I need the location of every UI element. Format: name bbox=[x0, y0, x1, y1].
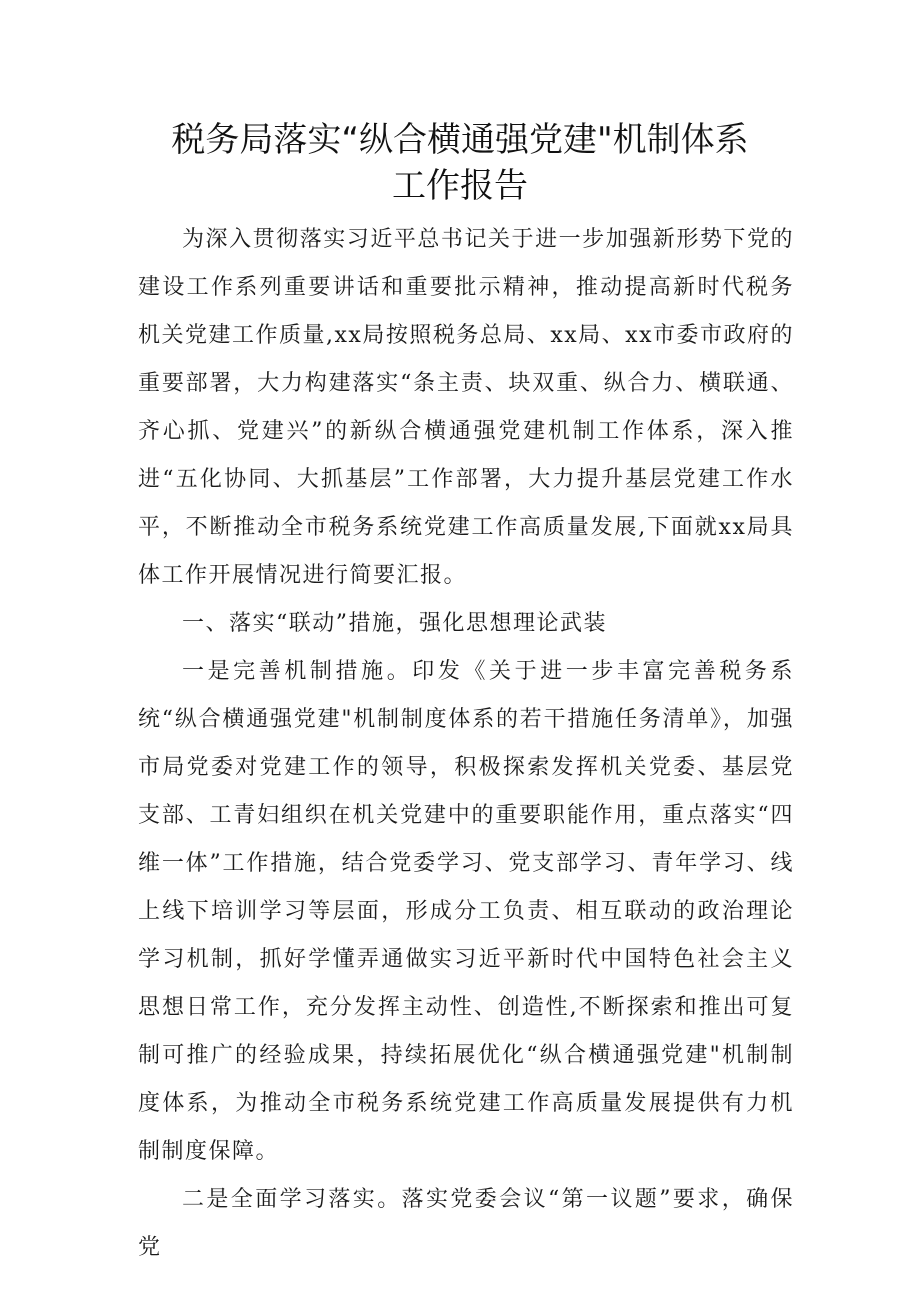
intro-paragraph: 为深入贯彻落实习近平总书记关于进一步加强新形势下党的建设工作系列重要讲话和重要批示精神，推动提高新时代税务机关党建工作质量,xx局按照税务总局、xx局、xx市委市政府的重要部署，大力构建落实“条主责、块双重、纵合力、横联通、齐心抓、党建兴”的新纵合横通强党建机制工作体系，深入推进“五化协同、大抓基层”工作部署，大力提升基层党建工作水平，不断推动全市税务系统党建工作高质量发展,下面就xx局具体工作开展情况进行简要汇报。 bbox=[138, 227, 794, 588]
paragraph-mechanism-measures: 一是完善机制措施。印发《关于进一步丰富完善税务系统“纵合横通强党建"机制制度体系的若干措施任务清单》，加强市局党委对党建工作的领导，积极探索发挥机关党委、基层党支部、工青妇组织在机关党建中的重要职能作用，重点落实“四维一体”工作措施，结合党委学习、党支部学习、青年学习、线上线下培训学习等层面，形成分工负责、相互联动的政治理论学习机制，抓好学懂弄通做实习近平新时代中国特色社会主义思想日常工作，充分发挥主动性、创造性,不断探索和推出可复制可推广的经验成果，持续拓展优化“纵合横通强党建"机制制度体系，为推动全市税务系统党建工作高质量发展提供有力机制制度保障。 bbox=[138, 659, 794, 1164]
document-title-line-2: 工作报告 bbox=[392, 166, 528, 206]
paragraph-study-implementation: 二是全面学习落实。落实党委会议“第一议题”要求，确保党 bbox=[138, 1187, 794, 1260]
document-body bbox=[138, 216, 794, 1272]
section-heading-1: 一、落实“联动”措施，强化思想理论武装 bbox=[182, 611, 607, 636]
document-title-line-1: 税务局落实“纵合横通强党建"机制体系 bbox=[171, 120, 749, 160]
